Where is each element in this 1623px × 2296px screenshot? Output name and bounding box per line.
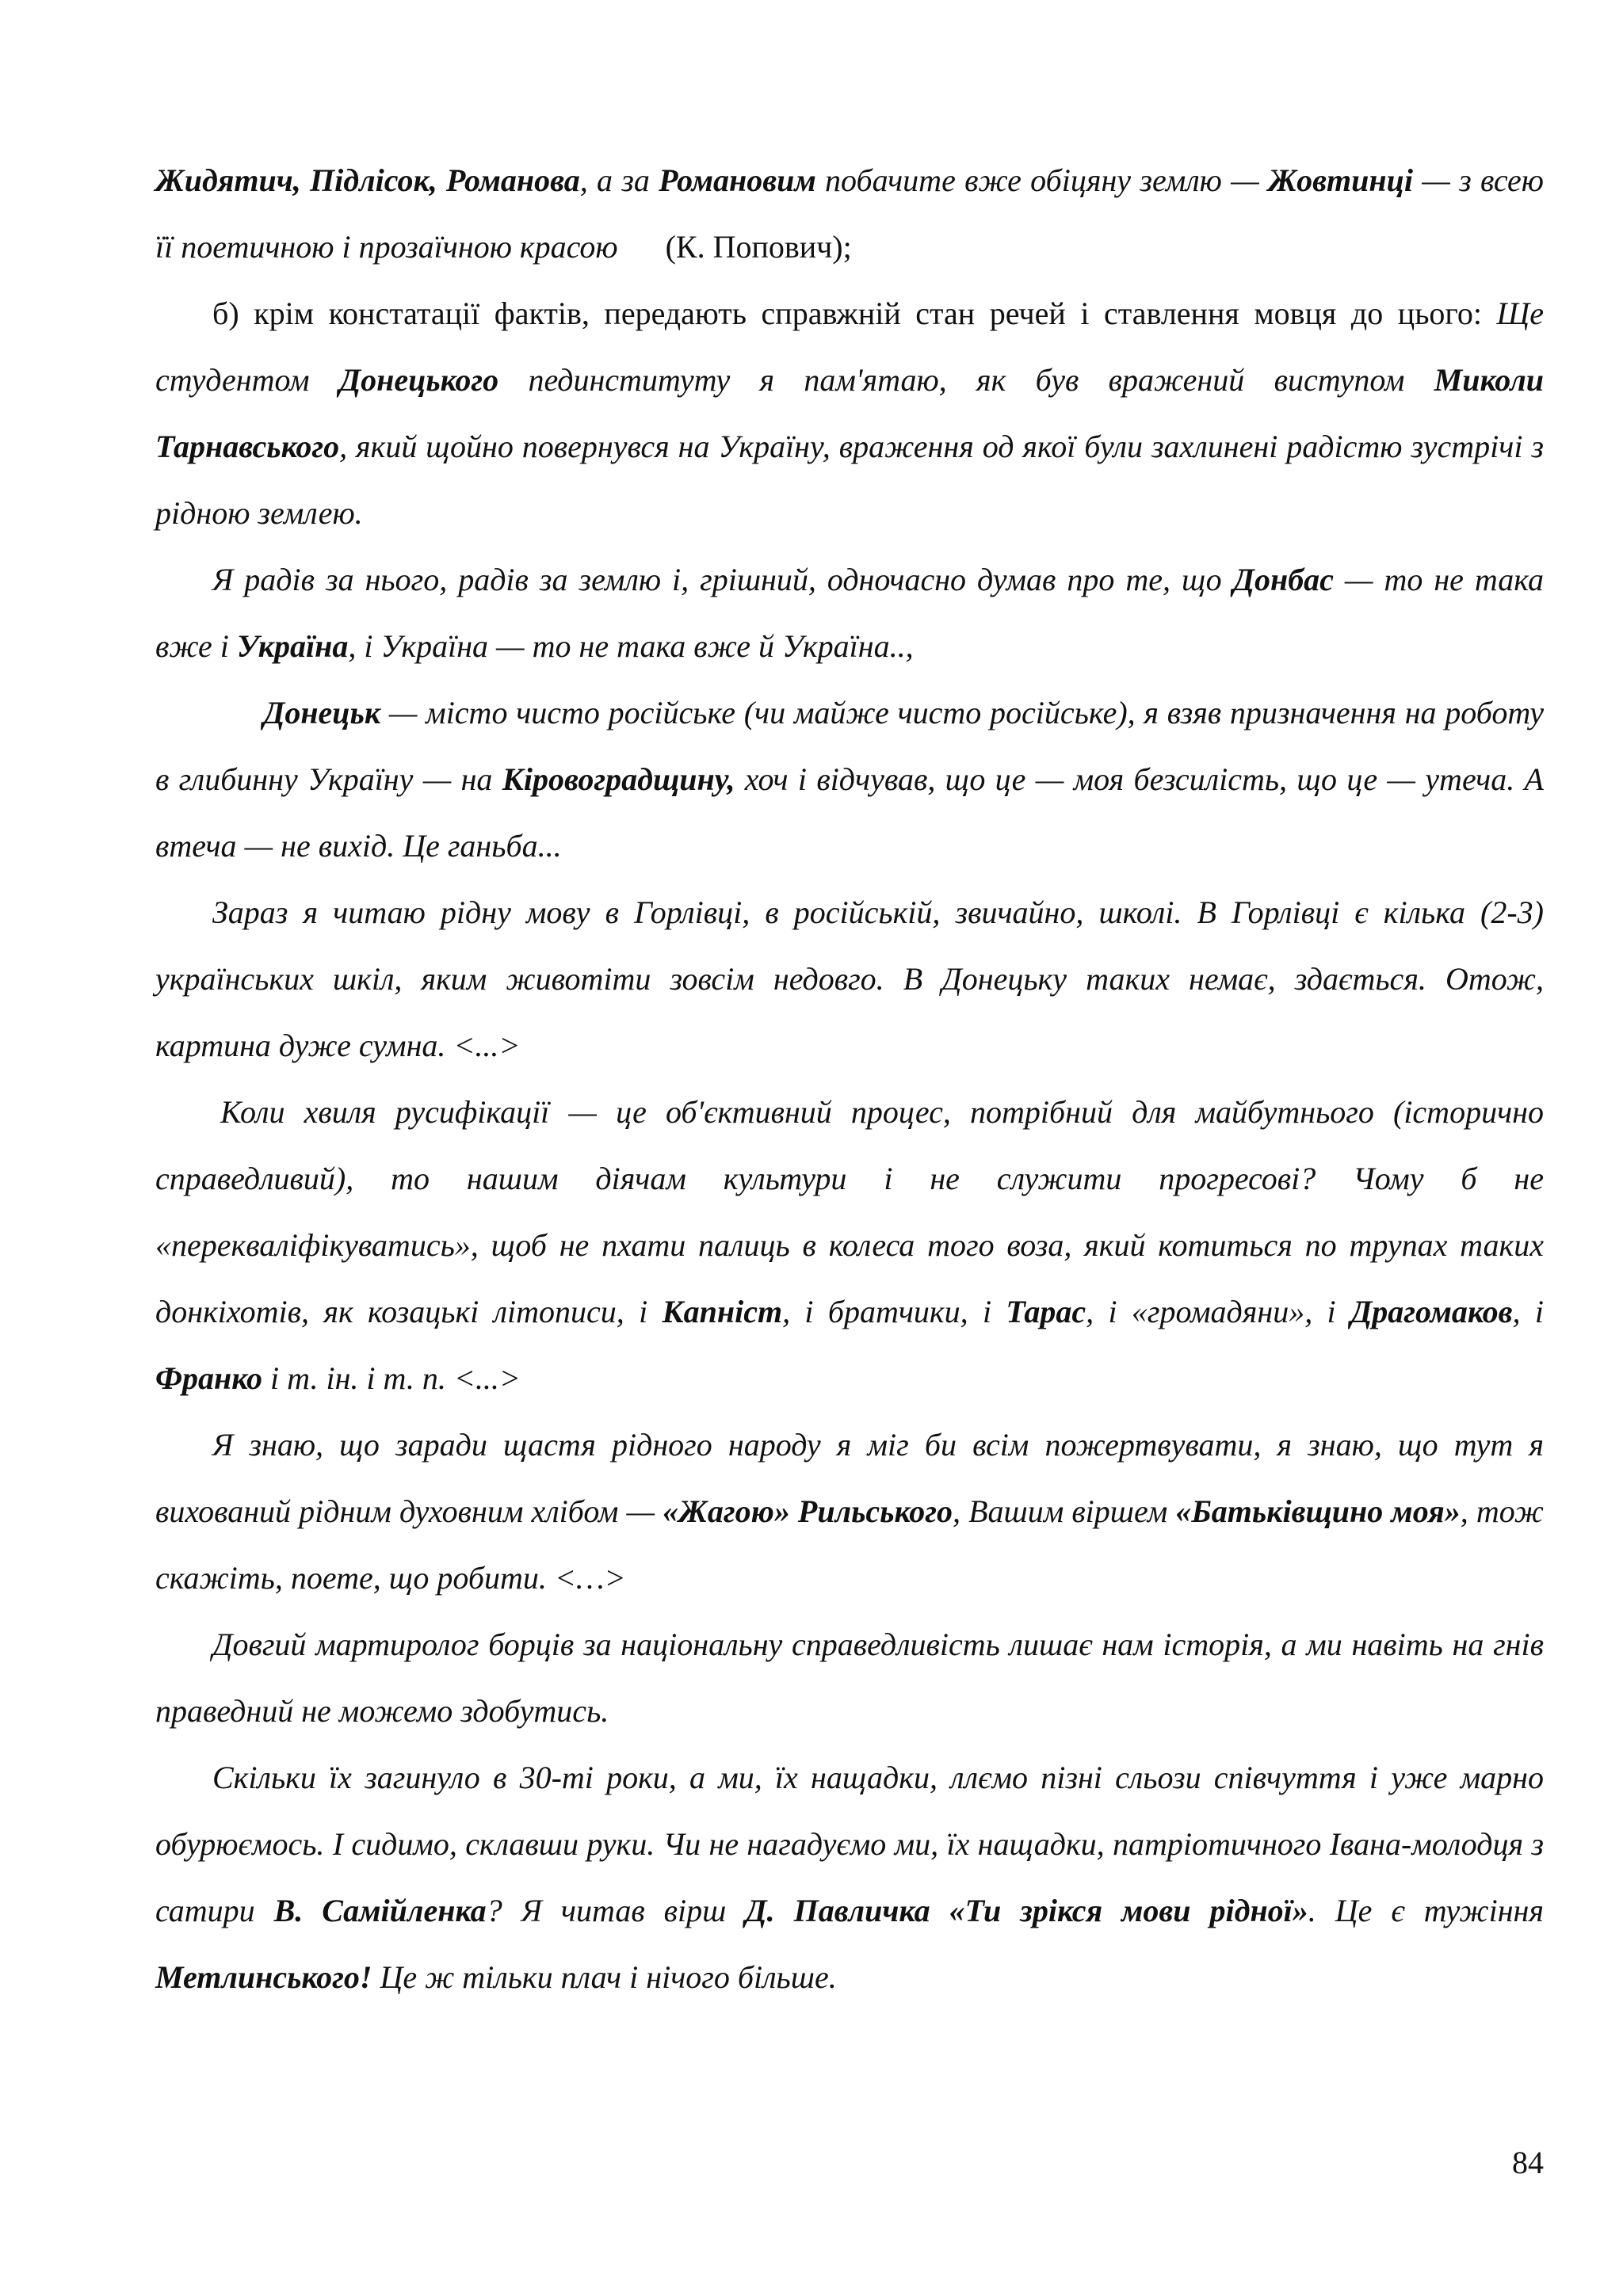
paragraph [155, 280, 1544, 547]
bold-italic-text: В. Самійленка [273, 1893, 487, 1928]
italic-text: , Вашим віршем [952, 1493, 1176, 1529]
bold-italic-text: Україна [236, 628, 349, 664]
paragraph [155, 147, 1544, 280]
italic-text: Довгий мартиролог борців за національну справедливість лишає нам історія, а ми навіть на гнів праведний не можемо здобутись. [155, 1627, 1544, 1729]
italic-text: , і [1512, 1294, 1544, 1329]
italic-text: Коли хвиля русифікації — це об'єктивний процес, потрібний для майбутнього (історично справедливий), то нашим діячам культури і не служити прогресові? Чому б не «перекваліфікуватись», щоб не пхати палиць в колеса того воза, який котиться по трупах таких донкіхотів, як козацькі літописи, і [155, 1094, 1544, 1329]
bold-italic-text: Тарас [1006, 1294, 1086, 1329]
italic-text: побачите вже обіцяну землю — [815, 162, 1268, 198]
bold-italic-text: Миколи Тарнавського [155, 362, 1545, 464]
bold-italic-text: Жидятич, Підлісок, Романова [155, 162, 580, 198]
paragraph [155, 1745, 1544, 2011]
bold-italic-text: Метлинського! [155, 1959, 372, 1995]
italic-text: і т. ін. і т. п. <...> [262, 1360, 521, 1396]
italic-text: — місто чисто російське (чи майже чисто російське), я взяв призначення на роботу в глибинну Україну — на [155, 695, 1544, 797]
italic-text: , який щойно повернувся на Україну, враження од якої були захлинені радістю зустрічі з рідною землею. [155, 429, 1544, 531]
bold-italic-text: Д. Павличка «Ти зрікся мови рідної» [745, 1893, 1308, 1928]
italic-text: , а за [579, 162, 659, 198]
page-body [155, 147, 1544, 2011]
bold-italic-text: Донбас [1232, 562, 1334, 597]
plain-text: б) крім констатації фактів, передають справжній стан речей і ставлення мовця до цього: [212, 296, 1497, 331]
paragraph [155, 547, 1544, 680]
italic-text: , тож скажіть, поете, що робити. <…> [155, 1493, 1544, 1596]
bold-italic-text: Донецьк [263, 695, 381, 730]
bold-italic-text: Капніст [662, 1294, 783, 1329]
italic-text: хоч і відчував, що це — моя безсилість, що це — утеча. А втеча — не вихід. Це ганьба... [155, 761, 1544, 864]
paragraph [155, 1079, 1544, 1412]
paragraph [155, 1412, 1544, 1611]
paragraph [155, 1611, 1544, 1745]
italic-text: . Це є тужіння [1308, 1893, 1544, 1928]
italic-text: , і Україна — то не така вже й Україна.., [348, 628, 914, 664]
italic-text: — то не така вже і [155, 562, 1545, 664]
italic-text: , і «громадяни», і [1086, 1294, 1350, 1329]
bold-italic-text: Донецького [338, 362, 499, 398]
italic-text: Я знаю, що заради щастя рідного народу я міг би всім пожертвувати, я знаю, що тут я вихований рідним духовним хлібом — [155, 1427, 1544, 1529]
bold-italic-text: Драгомаков [1350, 1294, 1513, 1329]
italic-text: — з всею її поетичною і прозаїчною красою [155, 162, 1544, 265]
bold-italic-text: Кіровоградщину, [502, 761, 735, 797]
italic-text: , і братчики, і [782, 1294, 1006, 1329]
italic-text: Це ж тільки плач і нічого більше. [372, 1959, 837, 1995]
bold-italic-text: Романовим [659, 162, 816, 198]
italic-text: ? Я читав вірш [486, 1893, 746, 1928]
bold-italic-text: Франко [155, 1360, 262, 1396]
paragraph [155, 879, 1544, 1079]
bold-italic-text: «Жагою» Рильського [663, 1493, 953, 1529]
italic-text: Я радів за нього, радів за землю і, грішний, одночасно думав про те, що [212, 562, 1233, 597]
italic-text: Скільки їх загинуло в 30-ті роки, а ми, їх нащадки, ллємо пізні сльози співчуття і уже марно обурюємось. І сидимо, склавши руки. Чи не нагадуємо ми, їх нащадки, патріотичного Івана-молодця з сатири [155, 1760, 1544, 1928]
bold-italic-text: «Батьківщино моя» [1175, 1493, 1461, 1529]
italic-text: Зараз я читаю рідну мову в Горлівці, в російській, звичайно, школі. В Горлівці є кілька (2-3) українських шкіл, яким животіти зовсім недовго. В Донецьку таких немає, здається. Отож, картина дуже сумна. <...> [155, 894, 1544, 1063]
paragraph [155, 680, 1544, 879]
italic-text: Ще студентом [155, 296, 1544, 398]
page-number: 84 [1512, 2145, 1544, 2180]
bold-italic-text: Жовтинці [1267, 162, 1413, 198]
italic-text: пединституту я пам'ятаю, як був вражений виступом [498, 362, 1434, 398]
plain-text: (К. Попович); [617, 229, 852, 265]
